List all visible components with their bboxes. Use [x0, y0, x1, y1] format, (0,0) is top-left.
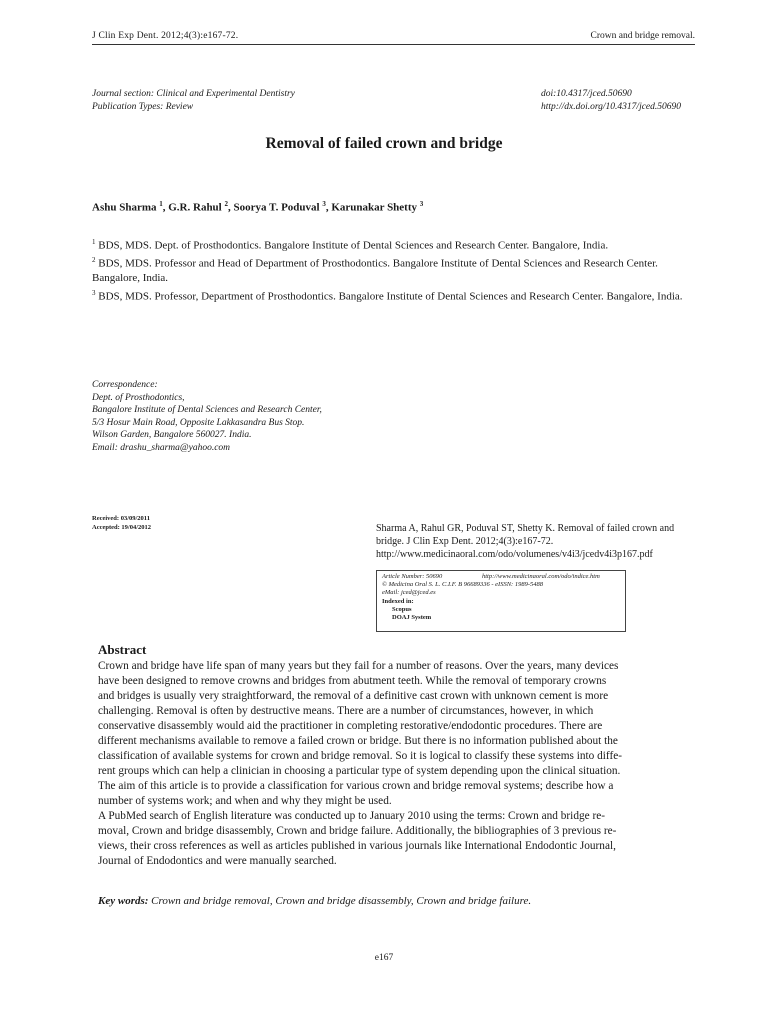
- keywords: [98, 895, 531, 907]
- running-header-citation: J Clin Exp Dent. 2012;4(3):e167-72.: [92, 31, 239, 41]
- abstract-body: [98, 659, 688, 869]
- journal-section: Journal section: Clinical and Experimental Dentistry: [92, 89, 295, 99]
- citation-url[interactable]: http://www.medicinaoral.com/odo/volumenes/v4i3/jcedv4i3p167.pdf: [376, 549, 653, 560]
- publication-type: Publication Types: Review: [92, 102, 194, 112]
- author-affil-mark: 3: [322, 200, 326, 208]
- running-header-title: Crown and bridge removal.: [590, 31, 695, 41]
- affiliation-mark: 3: [92, 288, 96, 297]
- affiliations: [92, 235, 696, 304]
- abstract-line: different mechanisms available to remove a failed crown or bridge. But there is no information published about the: [98, 735, 618, 747]
- affiliation-text: BDS, MDS. Professor and Head of Department of Prosthodontics. Bangalore Institute of Dental Sciences and Research Center. Bangalore, India.: [92, 257, 658, 285]
- abstract-line: and bridges is usually very straightforward, the removal of a definitive cast crown with unknown cement is more: [98, 690, 609, 702]
- author-affil-mark: 2: [224, 200, 228, 208]
- author-name: , Karunakar Shetty: [325, 201, 420, 214]
- abstract-line: The aim of this article is to provide a classification for various crown and bridge removal systems; describe how a: [98, 780, 614, 792]
- index-item: DOAJ System: [392, 614, 432, 622]
- abstract-line: A PubMed search of English literature was conducted up to January 2010 using the terms: Crown and bridge re-: [98, 810, 605, 822]
- article-info-box: [376, 570, 626, 632]
- indexed-label: Indexed in:: [382, 597, 414, 605]
- abstract-line: rent groups which can help a clinician in choosing a particular type of system depending upon the clinical situation.: [98, 765, 621, 777]
- header-rule: [92, 44, 695, 45]
- journal-email[interactable]: eMail: jced@jced.es: [382, 589, 436, 597]
- article-number: Article Number: 50690: [382, 573, 443, 580]
- doi: doi:10.4317/jced.50690: [541, 89, 632, 99]
- correspondence-line: Correspondence:: [92, 380, 158, 390]
- abstract-line: views, their cross references as well as articles published in various journals like International Endodontic Journal,: [98, 840, 616, 852]
- abstract-line: classification of available systems for crown and bridge removal. So it is logical to classify these systems into diffe-: [98, 750, 623, 762]
- doi-meta: [541, 88, 681, 114]
- index-item: Scopus: [392, 605, 412, 613]
- correspondence-line: Wilson Garden, Bangalore 560027. India.: [92, 430, 252, 440]
- paper-title: Removal of failed crown and bridge: [265, 135, 503, 152]
- info-row: [382, 573, 620, 581]
- copyright: © Medicina Oral S. L. C.I.F. B 96689336 - eISSN: 1989-5488: [382, 581, 543, 589]
- article-dates: [92, 514, 151, 532]
- citation-line: Sharma A, Rahul GR, Poduval ST, Shetty K. Removal of failed crown and: [376, 523, 675, 534]
- abstract-line: Journal of Endodontics and were manually searched.: [98, 855, 337, 867]
- keywords-label: Key words:: [98, 895, 149, 907]
- citation-line: bridge. J Clin Exp Dent. 2012;4(3):e167-72.: [376, 536, 554, 547]
- author-affil-mark: 3: [419, 200, 424, 208]
- author-name: , G.R. Rahul: [162, 201, 225, 214]
- affiliation-mark: 2: [92, 256, 96, 265]
- abstract-line: Crown and bridge have life span of many years but they fail for a number of reasons. Over the years, many devices: [98, 660, 619, 672]
- correspondence-line: Bangalore Institute of Dental Sciences and Research Center,: [92, 405, 322, 415]
- abstract-line: challenging. Removal is often by destructive means. There are a number of circumstances, however, in which: [98, 705, 594, 717]
- how-to-cite: [376, 522, 696, 561]
- correspondence-line: Dept. of Prosthodontics,: [92, 392, 185, 403]
- correspondence: [92, 379, 322, 454]
- affiliation-text: BDS, MDS. Professor, Department of Prosthodontics. Bangalore Institute of Dental Sciences and Research Center. Bangalore, India.: [95, 290, 683, 303]
- correspondence-email[interactable]: Email: drashu_sharma@yahoo.com: [92, 442, 231, 453]
- abstract-line: number of systems work; and when and why they might be used.: [98, 795, 392, 807]
- accepted-date: Accepted: 19/04/2012: [92, 524, 152, 531]
- abstract-line: have been designed to remove crowns and bridges from abutment teeth. While the removal of temporary crowns: [98, 675, 607, 687]
- keywords-text: Crown and bridge removal, Crown and bridge disassembly, Crown and bridge failure.: [148, 895, 532, 907]
- affiliation: [92, 235, 696, 253]
- article-meta: [92, 88, 295, 114]
- page-number: e167: [374, 953, 394, 963]
- author-list: [92, 200, 423, 214]
- affiliation: [92, 253, 696, 286]
- affiliation-text: BDS, MDS. Dept. of Prosthodontics. Bangalore Institute of Dental Sciences and Research Center. Bangalore, India.: [95, 239, 609, 252]
- author-name: Ashu Sharma: [92, 201, 160, 214]
- received-date: Received: 03/09/2011: [92, 515, 150, 522]
- author-name: , Soorya T. Poduval: [228, 201, 323, 214]
- affiliation: [92, 286, 696, 304]
- correspondence-line: 5/3 Hosur Main Road, Opposite Lakkasandra Bus Stop.: [92, 417, 305, 428]
- journal-site-url[interactable]: http://www.medicinaoral.com/odo/indice.htm: [482, 573, 600, 580]
- affiliation-mark: 1: [92, 238, 96, 246]
- doi-url[interactable]: http://dx.doi.org/10.4317/jced.50690: [541, 102, 682, 112]
- abstract-line: conservative disassembly would aid the practitioner in completing restorative/endodontic procedures. There are: [98, 720, 603, 732]
- abstract-heading: Abstract: [98, 642, 147, 657]
- abstract-line: moval, Crown and bridge disassembly, Crown and bridge failure. Additionally, the bibliographies of 3 previous re-: [98, 825, 617, 837]
- author-affil-mark: 1: [159, 200, 163, 208]
